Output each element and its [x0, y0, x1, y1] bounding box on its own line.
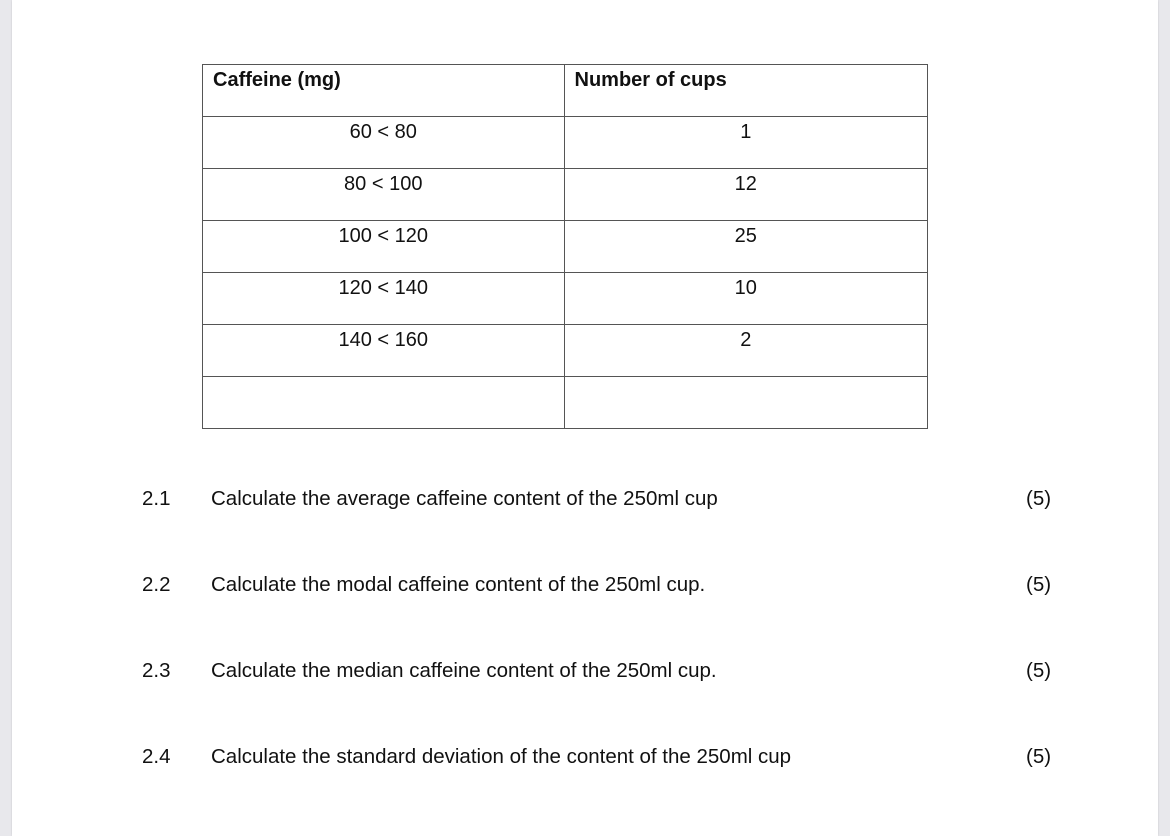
- question-marks: (5): [1026, 659, 1052, 682]
- caffeine-cell: [203, 377, 565, 429]
- header-number-of-cups: Number of cups: [564, 65, 928, 117]
- header-caffeine: Caffeine (mg): [203, 65, 565, 117]
- question-marks: (5): [1026, 745, 1052, 768]
- table-row: [203, 221, 928, 273]
- table-row: [203, 169, 928, 221]
- table-row: [203, 273, 928, 325]
- question-number: 2.3: [142, 659, 171, 682]
- caffeine-cell: 60 < 80: [203, 117, 565, 169]
- caffeine-cell: 140 < 160: [203, 325, 565, 377]
- table-row: [203, 325, 928, 377]
- caffeine-cell: 100 < 120: [203, 221, 565, 273]
- question-text: Calculate the average caffeine content of the 250ml cup: [211, 487, 718, 510]
- document-page: [12, 0, 1158, 836]
- table-row-empty: [203, 377, 928, 429]
- question-text: Calculate the standard deviation of the content of the 250ml cup: [211, 745, 792, 768]
- question-2-3: [12, 659, 1158, 689]
- caffeine-cell: 80 < 100: [203, 169, 565, 221]
- question-2-4: [12, 745, 1158, 775]
- question-number: 2.4: [142, 745, 171, 768]
- caffeine-frequency-table: [202, 64, 928, 429]
- question-2-2: [12, 573, 1158, 603]
- cups-cell: 12: [564, 169, 928, 221]
- caffeine-cell: 120 < 140: [203, 273, 565, 325]
- cups-cell: 1: [564, 117, 928, 169]
- cups-cell: 25: [564, 221, 928, 273]
- question-number: 2.1: [142, 487, 171, 510]
- question-number: 2.2: [142, 573, 171, 596]
- question-2-1: [12, 487, 1158, 517]
- question-text: Calculate the median caffeine content of the 250ml cup.: [211, 659, 717, 682]
- question-marks: (5): [1026, 573, 1052, 596]
- cups-cell: 10: [564, 273, 928, 325]
- cups-cell: [564, 377, 928, 429]
- question-text: Calculate the modal caffeine content of the 250ml cup.: [211, 573, 706, 596]
- table-header-row: [203, 65, 928, 117]
- question-marks: (5): [1026, 487, 1052, 510]
- table-row: [203, 117, 928, 169]
- cups-cell: 2: [564, 325, 928, 377]
